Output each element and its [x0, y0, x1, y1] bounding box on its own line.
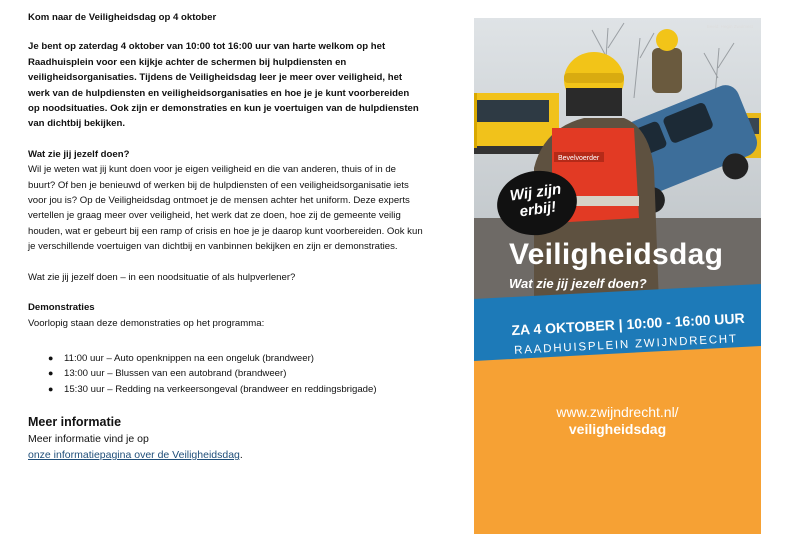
demo-item-text: 13:00 uur – Blussen van een autobrand (brandweer) — [64, 368, 287, 380]
document-body — [28, 10, 423, 463]
flyer-url-line-2: veiligheidsdag — [568, 421, 667, 437]
badge-line-1: Wij zijn — [508, 180, 563, 205]
flyer-title: Veiligheidsdag — [509, 238, 724, 271]
more-info-link-line — [28, 447, 423, 463]
demo-heading: Demonstraties — [28, 302, 95, 314]
list-item — [48, 382, 423, 397]
event-location: RAADHUISPLEIN ZWIJNDRECHT — [513, 333, 739, 357]
vest-label: Bevelvoerder — [558, 155, 600, 162]
event-flyer — [474, 18, 761, 534]
demo-intro: Voorlopig staan deze demonstraties op het programma: — [28, 317, 265, 329]
flyer-url-line-1: www.zwijndrecht.nl/ — [556, 404, 679, 420]
demo-list — [28, 351, 423, 397]
section-paragraph: Wil je weten wat jij kunt doen voor je eigen veiligheid en die van anderen, thuis of in de buurt? Of ben je benieuwd of werken bij de hulpdiensten of een veiligheidsorganisatie iets voor jou is? Op de Veiligheidsdag ontmoet je de mensen achter het uniform. Deze experts vertellen je graag meer over veiligheid, het werk dat ze doen, hoe zij de gemeente veilig houden, wat er gebeurt bij een ramp of crisis en hoe je je daarop kunt voorbereiden. Ook kun je verschillende voertuigen van dichtbij en vanbinnen bekijken en zijn er demonstraties. — [28, 164, 423, 253]
info-page-link[interactable]: onze informatiepagina over de Veiligheidsdag — [28, 449, 240, 462]
event-date: ZA 4 OKTOBER | 10:00 - 16:00 UUR — [511, 309, 745, 339]
section-heading: Wat zie jij jezelf doen? — [28, 148, 130, 160]
bullet-icon: ● — [48, 368, 54, 379]
question-paragraph: Wat zie jij jezelf doen – in een noodsituatie of als hulpverlener? — [28, 271, 296, 283]
list-item — [48, 351, 423, 366]
link-suffix: . — [239, 449, 243, 462]
photo-credit: Beeld: Hegin Zwolmest — [706, 24, 753, 29]
bullet-icon: ● — [48, 352, 54, 363]
more-info-heading: Meer informatie — [28, 415, 122, 430]
bullet-icon: ● — [48, 383, 54, 394]
more-info-text: Meer informatie vind je op — [28, 433, 149, 446]
demo-item-text: 15:30 uur – Redding na verkeersongeval (brandweer en reddingsbrigade) — [64, 383, 377, 395]
list-item — [48, 366, 423, 381]
intro-paragraph: Je bent op zaterdag 4 oktober van 10:00 tot 16:00 uur van harte welkom op het Raadhuisplein voor een kijkje achter de schermen bij hulpdiensten en veiligheidsorganisaties. Tijdens de Veiligheidsdag leer je meer over veiligheid, het werk van de hulpdiensten en veiligheidsorganisaties en hoe je je kunt voorbereiden op noodsituaties. Ook zijn er demonstraties en kun je voertuigen van de hulpdiensten van dichtbij bekijken. — [28, 41, 419, 130]
flyer-subtitle: Wat zie jij jezelf doen? — [509, 276, 647, 291]
badge-line-2: erbij! — [518, 198, 558, 221]
demo-item-text: 11:00 uur – Auto openknippen na een ongeluk (brandweer) — [64, 352, 314, 364]
document-title: Kom naar de Veiligheidsdag op 4 oktober — [28, 12, 217, 23]
